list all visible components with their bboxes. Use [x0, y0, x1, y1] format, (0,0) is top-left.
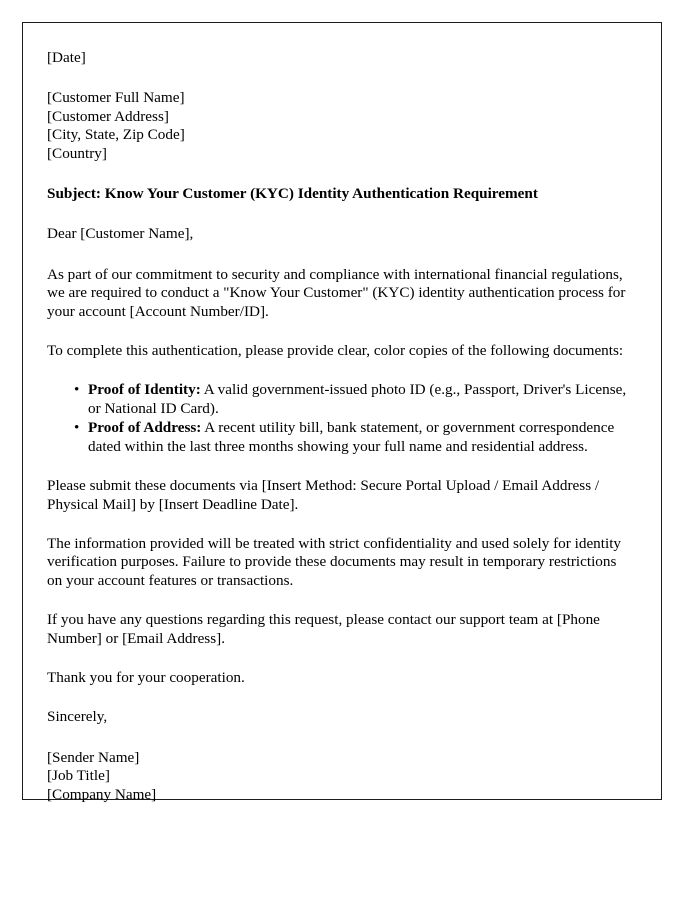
- letter-page: [22, 22, 662, 803]
- list-item-text: A recent utility bill, bank statement, or government correspondence dated within the last three months showing your full name and residential address.: [88, 419, 615, 455]
- address-line: [City, State, Zip Code]: [47, 126, 185, 144]
- list-item: [47, 419, 631, 456]
- company-name: [Company Name]: [47, 785, 157, 803]
- address-line: [Customer Full Name]: [47, 89, 185, 107]
- list-item-lead-in: Proof of Address:: [88, 419, 202, 437]
- address-line: [Customer Address]: [47, 107, 169, 125]
- paragraph-intro: As part of our commitment to security and compliance with international financial regulations, we are required to conduct a "Know Your Customer" (KYC) identity authentication process for your account [Account Number/ID].: [47, 265, 626, 320]
- address-line: [Country]: [47, 144, 107, 162]
- letter-body: [23, 23, 661, 804]
- job-title: [Job Title]: [47, 767, 110, 785]
- date-placeholder: [Date]: [47, 49, 86, 66]
- sender-name: [Sender Name]: [47, 748, 140, 766]
- paragraph-submission: Please submit these documents via [Insert Method: Secure Portal Upload / Email Address / Physical Mail] by [Insert Deadline Date].: [47, 477, 600, 513]
- list-item: [47, 381, 631, 418]
- subject-heading: Subject: Know Your Customer (KYC) Identity Authentication Requirement: [47, 185, 538, 203]
- signature-block: [47, 749, 631, 804]
- bullet-icon: •: [74, 381, 80, 399]
- paragraph-confidentiality: The information provided will be treated with strict confidentiality and used solely for identity verification purposes. Failure to provide these documents may result in temporary restrictions on your account features or transactions.: [47, 534, 622, 589]
- required-documents-list: [47, 381, 631, 456]
- recipient-address-block: [47, 89, 631, 163]
- salutation: Dear [Customer Name],: [47, 225, 194, 243]
- list-item-text: A valid government-issued photo ID (e.g., Passport, Driver's License, or National ID Card).: [88, 381, 627, 417]
- bullet-icon: •: [74, 419, 80, 437]
- paragraph-contact: If you have any questions regarding this request, please contact our support team at [Phone Number] or [Email Address].: [47, 611, 600, 647]
- thank-you-line: Thank you for your cooperation.: [47, 668, 245, 686]
- list-item-lead-in: Proof of Identity:: [88, 381, 201, 399]
- sign-off: Sincerely,: [47, 708, 108, 726]
- paragraph-request: To complete this authentication, please provide clear, color copies of the following documents:: [47, 342, 624, 360]
